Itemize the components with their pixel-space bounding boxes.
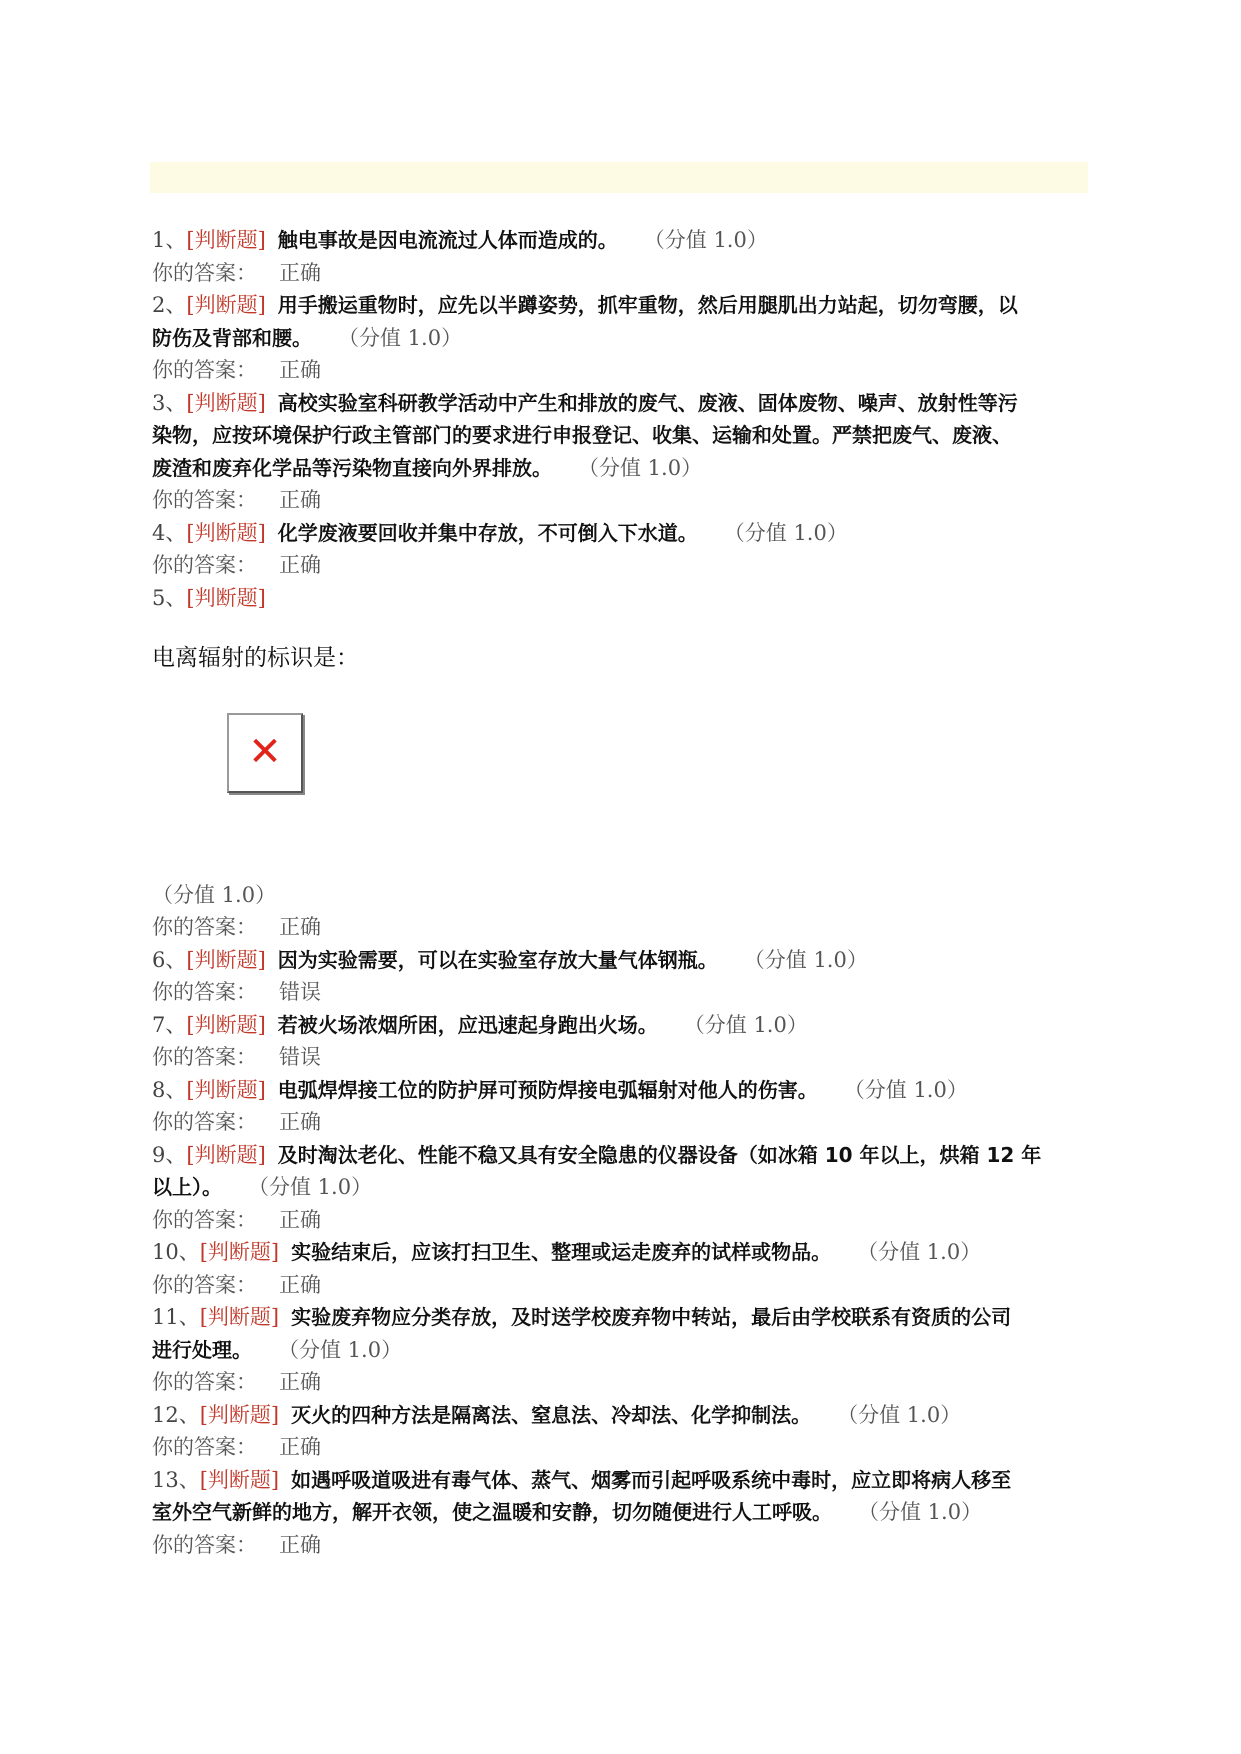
answer-label: 你的答案： — [152, 1110, 257, 1134]
question-type: [判断题] — [186, 520, 266, 545]
question-line — [152, 1301, 1092, 1334]
question-line — [152, 289, 1092, 322]
question-type: [判断题] — [186, 1012, 266, 1037]
question-score: （分值 1.0） — [152, 882, 277, 907]
question-score: （分值 1.0） — [578, 455, 703, 480]
question-type: [判断题] — [186, 1077, 266, 1102]
question-line — [152, 1074, 1092, 1107]
question-text: 以上）。 — [152, 1175, 222, 1199]
question-type: [判断题] — [186, 1142, 266, 1167]
answer-value: 正确 — [279, 1272, 321, 1297]
answer-line — [152, 549, 1092, 582]
question-number: 5、 — [152, 585, 187, 610]
answer-label: 你的答案： — [152, 1532, 257, 1557]
question-item — [152, 1074, 1092, 1139]
question-text: 因为实验需要，可以在实验室存放大量气体钢瓶。 — [277, 947, 718, 972]
header-banner — [150, 162, 1088, 193]
answer-value: 正确 — [279, 488, 321, 512]
answer-label: 你的答案： — [152, 1272, 257, 1297]
answer-line — [152, 1204, 1092, 1237]
question-line — [152, 1464, 1092, 1497]
question-number: 11、 — [152, 1305, 200, 1329]
question-item — [152, 1301, 1092, 1399]
question-line — [152, 517, 1092, 550]
question-line — [152, 387, 1092, 420]
question-line — [152, 1334, 1092, 1367]
question-number: 1、 — [152, 228, 187, 252]
question-number: 9、 — [152, 1142, 187, 1167]
answer-value: 错误 — [279, 980, 321, 1004]
question-text: 进行处理。 — [152, 1337, 252, 1362]
question-type: [判断题] — [186, 293, 266, 317]
answer-value: 错误 — [279, 1045, 321, 1069]
question-number: 13、 — [152, 1467, 200, 1492]
question-item — [152, 944, 1092, 1009]
answer-label: 你的答案： — [152, 1207, 257, 1232]
question-item — [152, 582, 1092, 944]
question-text: 染物，应按环境保护行政主管部门的要求进行申报登记、收集、运输和处置。严禁把废气、废液、 — [152, 423, 1012, 447]
close-icon: ✕ — [248, 728, 282, 775]
question-number: 7、 — [152, 1012, 187, 1037]
question-number: 2、 — [152, 293, 187, 317]
question-score: （分值 1.0） — [837, 1402, 962, 1427]
question-text: 及时淘汰老化、性能不稳又具有安全隐患的仪器设备（如冰箱 10 年以上，烘箱 12 年 — [277, 1142, 1042, 1167]
answer-line — [152, 976, 1092, 1009]
question-type: [判断题] — [199, 1467, 280, 1492]
question-item — [152, 387, 1092, 517]
question-number: 8、 — [152, 1077, 187, 1102]
question-heading: 电离辐射的标识是： — [152, 645, 359, 671]
answer-label: 你的答案： — [152, 1370, 257, 1394]
question-line — [152, 1171, 1092, 1204]
question-text: 废渣和废弃化学品等污染物直接向外界排放。 — [152, 455, 552, 480]
question-score: （分值 1.0） — [723, 520, 848, 545]
question-text: 如遇呼吸道吸进有毒气体、蒸气、烟雾而引起呼吸系统中毒时，应立即将病人移至 — [291, 1467, 1012, 1492]
answer-value: 正确 — [279, 553, 321, 577]
answer-label: 你的答案： — [152, 260, 257, 285]
question-score: （分值 1.0） — [683, 1012, 808, 1037]
question-type: [判断题] — [186, 390, 266, 415]
answer-line — [152, 1269, 1092, 1302]
question-item — [152, 224, 1092, 289]
question-number: 12、 — [152, 1402, 200, 1427]
answer-line — [152, 257, 1092, 290]
question-number: 4、 — [152, 520, 187, 545]
question-text: 电弧焊焊接工位的防护屏可预防焊接电弧辐射对他人的伤害。 — [277, 1077, 818, 1102]
question-text: 化学废液要回收并集中存放，不可倒入下水道。 — [277, 520, 698, 545]
question-line — [152, 1236, 1092, 1269]
question-line — [152, 1399, 1092, 1432]
question-text: 防伤及背部和腰。 — [152, 325, 312, 350]
question-score: （分值 1.0） — [743, 947, 868, 972]
question-line — [152, 1139, 1092, 1172]
answer-value: 正确 — [279, 1435, 321, 1459]
question-text: 室外空气新鲜的地方，解开衣领，使之温暖和安静，切勿随便进行人工呼吸。 — [152, 1500, 832, 1524]
question-list — [152, 224, 1092, 1561]
question-line — [152, 419, 1092, 452]
question-text: 若被火场浓烟所困，应迅速起身跑出火场。 — [277, 1012, 658, 1037]
question-score: （分值 1.0） — [857, 1240, 982, 1264]
question-score: （分值 1.0） — [248, 1175, 373, 1199]
question-text: 高校实验室科研教学活动中产生和排放的废气、废液、固体废物、噪声、放射性等污 — [277, 390, 1018, 415]
question-item — [152, 1236, 1092, 1301]
question-text: 实验废弃物应分类存放，及时送学校废弃物中转站，最后由学校联系有资质的公司 — [291, 1305, 1012, 1329]
question-text: 实验结束后，应该打扫卫生、整理或运走废弃的试样或物品。 — [291, 1240, 832, 1264]
answer-label: 你的答案： — [152, 553, 257, 577]
question-item — [152, 1399, 1092, 1464]
question-line — [152, 1009, 1092, 1042]
question-score: （分值 1.0） — [338, 325, 463, 350]
question-number: 10、 — [152, 1240, 200, 1264]
answer-label: 你的答案： — [152, 488, 257, 512]
broken-image-icon — [227, 713, 303, 793]
answer-value: 正确 — [279, 1370, 321, 1394]
answer-line — [152, 1041, 1092, 1074]
question-type: [判断题] — [199, 1402, 280, 1427]
question-text: 触电事故是因电流流过人体而造成的。 — [277, 228, 618, 252]
question-line — [152, 224, 1092, 257]
question-line — [152, 582, 1092, 615]
question-score: （分值 1.0） — [643, 228, 768, 252]
answer-line — [152, 1529, 1092, 1562]
question-line — [152, 879, 1092, 912]
answer-line — [152, 1366, 1092, 1399]
answer-line — [152, 484, 1092, 517]
answer-line — [152, 1431, 1092, 1464]
question-text: 用手搬运重物时，应先以半蹲姿势，抓牢重物，然后用腿肌出力站起，切勿弯腰，以 — [277, 293, 1018, 317]
answer-value: 正确 — [279, 915, 321, 939]
question-text: 灭火的四种方法是隔离法、窒息法、冷却法、化学抑制法。 — [291, 1402, 812, 1427]
question-type: [判断题] — [186, 947, 266, 972]
question-item — [152, 1464, 1092, 1562]
question-line — [152, 1496, 1092, 1529]
answer-line — [152, 911, 1092, 944]
question-score: （分值 1.0） — [858, 1500, 983, 1524]
answer-value: 正确 — [279, 1532, 321, 1557]
question-number: 6、 — [152, 947, 187, 972]
question-item — [152, 1009, 1092, 1074]
question-type: [判断题] — [199, 1305, 280, 1329]
question-number: 3、 — [152, 390, 187, 415]
answer-label: 你的答案： — [152, 1435, 257, 1459]
question-item — [152, 517, 1092, 582]
answer-label: 你的答案： — [152, 358, 257, 382]
question-type: [判断题] — [186, 585, 266, 610]
question-line — [152, 944, 1092, 977]
question-score: （分值 1.0） — [843, 1077, 968, 1102]
answer-value: 正确 — [279, 358, 321, 382]
answer-value: 正确 — [279, 260, 321, 285]
question-line — [152, 322, 1092, 355]
question-type: [判断题] — [186, 228, 266, 252]
answer-label: 你的答案： — [152, 1045, 257, 1069]
question-item — [152, 1139, 1092, 1237]
answer-line — [152, 354, 1092, 387]
answer-line — [152, 1106, 1092, 1139]
question-score: （分值 1.0） — [278, 1337, 403, 1362]
question-line — [152, 452, 1092, 485]
answer-label: 你的答案： — [152, 915, 257, 939]
question-type: [判断题] — [199, 1240, 280, 1264]
answer-label: 你的答案： — [152, 980, 257, 1004]
answer-value: 正确 — [279, 1110, 321, 1134]
question-item — [152, 289, 1092, 387]
answer-value: 正确 — [279, 1207, 321, 1232]
